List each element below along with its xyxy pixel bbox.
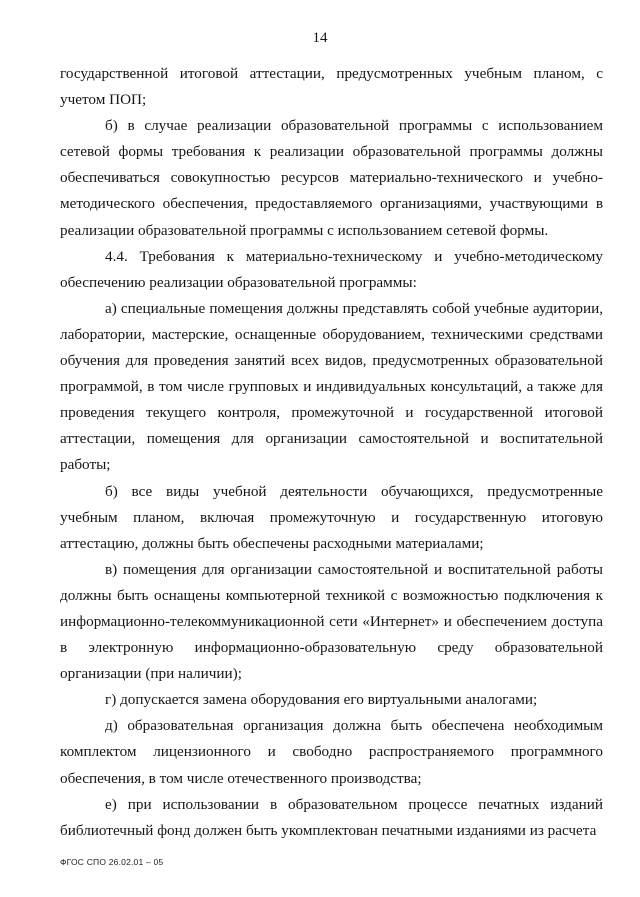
page-number: 14 — [312, 30, 328, 46]
paragraph-item-b-network-form: б) в случае реализации образовательной программы с использованием сетевой формы требования к реализации образовательной программы должны обеспечиваться совокупностью ресурсов материально-технического и учебно-методического обеспечения, предоставляемого организациями, участвующими в реализации образовательной программы с использованием сетевой формы. — [60, 117, 603, 239]
paragraph-item-e-library-fund: е) при использовании в образовательном процессе печатных изданий библиотечный фонд должен быть укомплектован печатными изданиями из расчета — [60, 795, 603, 839]
paragraph-item-v-computer-equipment: в) помещения для организации самостоятельной и воспитательной работы должны быть оснащены компьютерной техникой с возможностью подключения к информационно-телекоммуникационной сети «Интернет» и обеспечением доступа в электронную информационно-образовательную среду образовательной организации (при наличии); — [60, 560, 603, 683]
paragraph-item-b-consumables: б) все виды учебной деятельности обучающихся, предусмотренные учебным планом, включая промежуточную и государственную итоговую аттестацию, должны быть обеспечены расходными материалами; — [60, 482, 603, 552]
paragraph-item-d-software: д) образовательная организация должна быть обеспечена необходимым комплектом лицензионного и свободно распространяемого программного обеспечения, в том числе отечественного производства; — [60, 717, 603, 787]
paragraph-continuation: государственной итоговой аттестации, предусмотренных учебным планом, с учетом ПОП; — [60, 65, 603, 109]
document-body — [60, 61, 603, 844]
paragraph-section-4-4: 4.4. Требования к материально-техническому и учебно-методическому обеспечению реализации образовательной программы: — [60, 247, 603, 291]
paragraph-item-g-virtual-analogues: г) допускается замена оборудования его виртуальными аналогами; — [105, 691, 538, 709]
paragraph-item-a-special-rooms: а) специальные помещения должны представлять собой учебные аудитории, лаборатории, мастерские, оснащенные оборудованием, техническими средствами обучения для проведения занятий всех видов, предусмотренных образовательной программой, в том числе групповых и индивидуальных консультаций, а также для проведения текущего контроля, промежуточной и государственной итоговой аттестации, помещения для организации самостоятельной и воспитательной работы; — [60, 299, 603, 474]
footer-document-code: ФГОС СПО 26.02.01 – 05 — [60, 857, 164, 867]
